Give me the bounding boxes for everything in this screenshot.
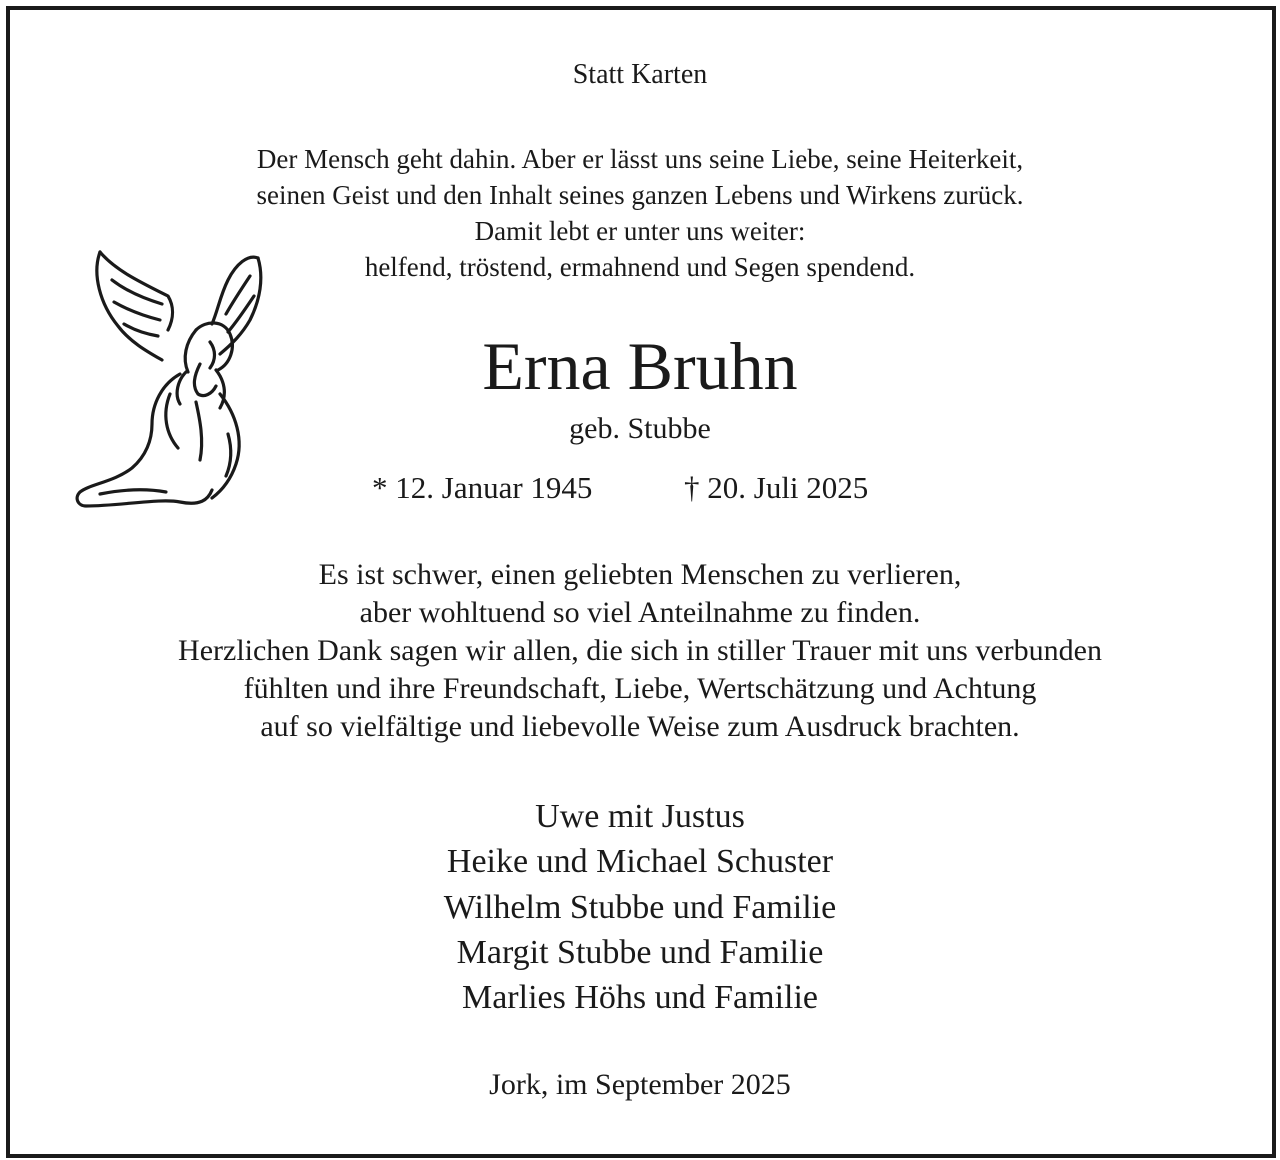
thanks-line-4: fühlten und ihre Freundschaft, Liebe, Wertschätzung und Achtung [243,672,1037,705]
thanks-line-3: Herzlichen Dank sagen wir allen, die sich in stiller Trauer mit uns verbunden [178,634,1102,667]
mourner-3: Wilhelm Stubbe und Familie [443,889,837,926]
place-and-date: Jork, im September 2025 [489,1068,791,1101]
birth-name: geb. Stubbe [569,412,711,445]
quote-line-3: Damit lebt er unter uns weiter: [474,216,806,246]
thanks-line-1: Es ist schwer, einen geliebten Menschen zu verlieren, [318,558,962,591]
thanks-line-2: aber wohltuend so viel Anteilnahme zu finden. [359,596,921,629]
birth-date: * 12. Januar 1945 [372,470,593,505]
mourner-4: Margit Stubbe und Familie [456,934,824,971]
mourner-5: Marlies Höhs und Familie [461,979,819,1016]
thanks-line-5: auf so vielfältige und liebevolle Weise zum Ausdruck brachten. [260,710,1020,743]
mourner-1: Uwe mit Justus [535,798,745,835]
death-date: † 20. Juli 2025 [684,470,869,505]
mourner-2: Heike und Michael Schuster [446,843,834,880]
quote-line-1: Der Mensch geht dahin. Aber er lässt uns seine Liebe, seine Heiterkeit, [256,144,1024,174]
deceased-name: Erna Bruhn [482,328,798,404]
statt-karten-header: Statt Karten [572,59,708,90]
quote-line-4: helfend, tröstend, ermahnend und Segen spendend. [364,252,916,282]
quote-line-2: seinen Geist und den Inhalt seines ganzen Lebens und Wirkens zurück. [256,180,1024,210]
